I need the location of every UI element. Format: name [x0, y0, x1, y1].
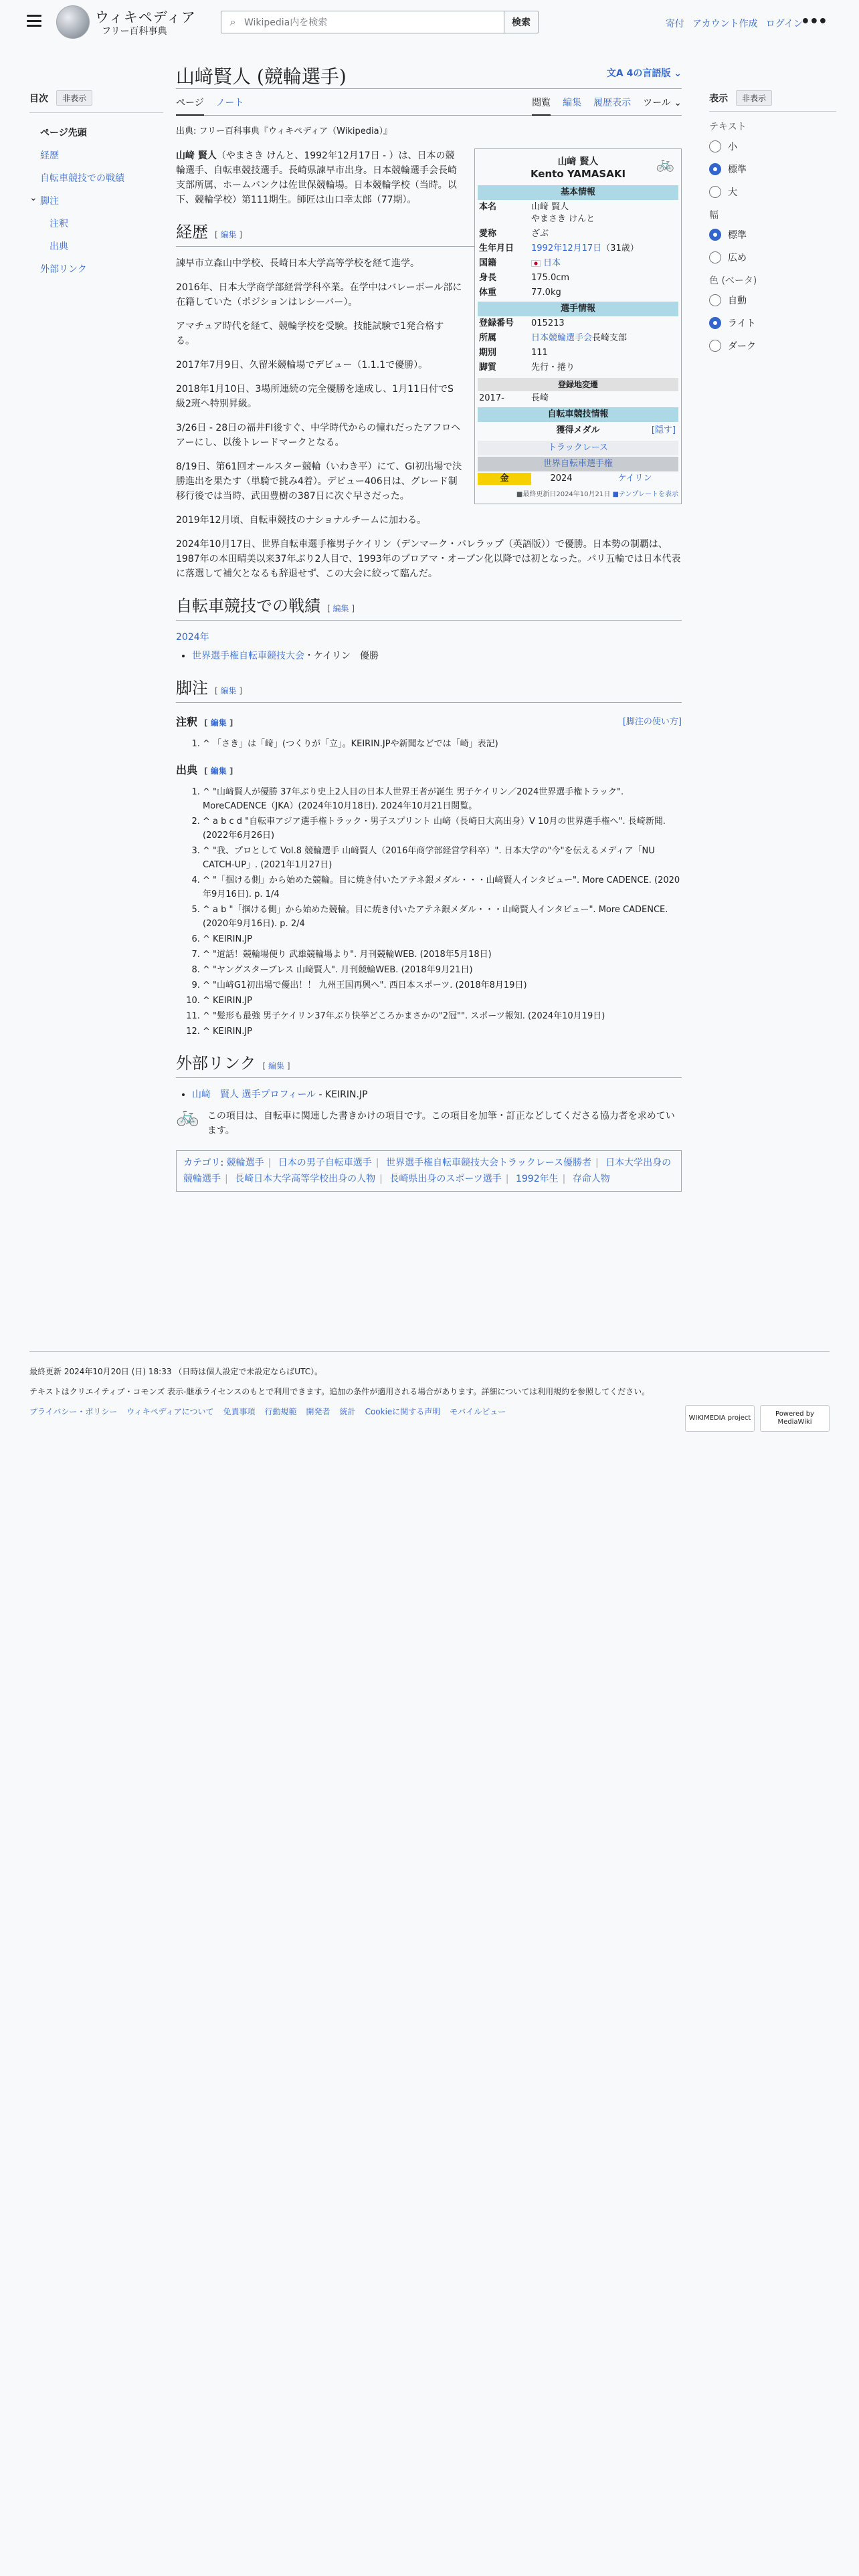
- intro-bold-name: 山﨑 賢人: [176, 150, 217, 161]
- value-affiliation: 長崎支部: [592, 333, 628, 343]
- category-box: カテゴリ: 競輪選手 | 日本の男子自転車選手 | 世界選手権自転車競技大会トラックレース優勝者 | 日本大学出身の競輪選手 | 長崎日本大学高等学校出身の人物 | 長崎県出身のスポーツ選手 | 1992年生 | 存命人物: [176, 1150, 682, 1192]
- reference-item[interactable]: 9. ^ "山﨑G1初出場で優出！！ 九州王国再興へ". 西日本スポーツ. (2018年8月19日): [203, 978, 682, 992]
- radio-width-wide[interactable]: [709, 251, 836, 264]
- article-body: [176, 148, 682, 1192]
- value-name-reading: やまさき けんと: [531, 214, 595, 224]
- page-title: 山﨑賢人 (競輪選手): [176, 66, 347, 88]
- login-link[interactable]: ログイン: [765, 19, 803, 29]
- category-link[interactable]: 日本の男子自転車選手: [278, 1158, 372, 1168]
- career-p2: 2016年、日本大学商学部経営学科卒業。在学中はバレーボール部に在籍していた（ポジションはレシーバー）。: [176, 282, 462, 308]
- results-list: [176, 649, 682, 663]
- career-p9: 2024年10月17日、世界自転車選手権男子ケイリン（デンマーク・バレラップ（英語版））で優勝。日本勢の制覇は、1987年の本田晴美以来37年ぶり2人目で、1993年のプロアマ・オープン化以降では初となった。パリ五輪では日本代表に落選して補欠となるも辞退せず、この大会に絞って臨んだ。: [176, 539, 681, 579]
- value-affiliation-link[interactable]: 日本競輪選手会: [531, 333, 593, 343]
- value-real-name: 山﨑 賢人: [531, 202, 569, 212]
- infobox-section-basic: 基本情報: [478, 185, 678, 200]
- label-birthdate: 生年月日: [479, 243, 514, 253]
- page-footer: [29, 1351, 830, 1426]
- radio-label: 小: [728, 142, 737, 152]
- footer-link-privacy[interactable]: プライバシー・ポリシー: [29, 1407, 118, 1416]
- career-p5: 2018年1月10日、3場所連続の完全優勝を達成し、1月11日付でS級2班へ特別昇級。: [176, 384, 454, 409]
- infobox: [474, 148, 682, 504]
- value-registration: 015213: [531, 318, 565, 328]
- tab-tools-label: ツール: [643, 98, 671, 108]
- value-age: （31歳）: [601, 243, 639, 253]
- toc-item-annotations[interactable]: 注釈: [50, 219, 68, 229]
- tab-read[interactable]: 閲覧: [532, 96, 551, 116]
- footer-link-about[interactable]: ウィキペディアについて: [126, 1407, 214, 1416]
- infobox-last-updated: ■最終更新日2024年10月21日: [516, 491, 611, 498]
- edit-external-link[interactable]: 編集: [268, 1061, 285, 1071]
- career-p3: アマチュア時代を経て、競輪学校を受験。技能試験で1発合格する。: [176, 321, 444, 346]
- reference-item[interactable]: 6. ^ KEIRIN.JP: [203, 932, 682, 946]
- radio-width-standard[interactable]: [709, 228, 836, 241]
- reference-item[interactable]: 12. ^ KEIRIN.JP: [203, 1025, 682, 1039]
- registration-history-header: 登録地変遷: [478, 378, 678, 391]
- radio-label: 標準: [728, 230, 747, 241]
- appearance-title: 表示: [709, 93, 728, 104]
- label-real-name: 本名: [479, 202, 497, 212]
- medals-title: 獲得メダル: [556, 425, 600, 435]
- wikimedia-badge[interactable]: WIKIMEDIA project: [685, 1405, 755, 1432]
- value-weight: 77.0kg: [531, 288, 561, 298]
- chevron-down-icon[interactable]: ⌄: [29, 193, 37, 203]
- footer-link-developers[interactable]: 開発者: [306, 1407, 330, 1416]
- radio-text-large[interactable]: [709, 185, 836, 199]
- wikipedia-logo-icon[interactable]: [56, 5, 90, 39]
- external-links-list: [176, 1087, 682, 1102]
- radio-text-standard[interactable]: [709, 163, 836, 176]
- value-height: 175.0cm: [531, 273, 570, 283]
- main-menu-icon[interactable]: [27, 15, 41, 27]
- toc-item-career[interactable]: 経歴: [40, 150, 59, 161]
- value-term: 111: [531, 348, 548, 358]
- heading-annotations: 注釈 [ 編集 ] [脚注の使い方]: [176, 716, 682, 728]
- references-list: [176, 785, 682, 1039]
- table-of-contents: [29, 90, 163, 280]
- intro-text: （やまさき けんと、1992年12月17日 - ）は、日本の競輪選手、自転車競技選手。長崎県諫早市出身。日本競輪選手会長崎支部所属、ホームバンクは佐世保競輪場。日本競輪学校（当時。以下、競輪学校）第111期生。師匠は山口幸太郎（77期）。: [176, 150, 457, 205]
- label-nationality: 国籍: [479, 258, 497, 268]
- footnote-usage-link[interactable]: [脚注の使い方]: [622, 717, 682, 727]
- annotation-item: 1. ^ 「さき」は「﨑」(つくりが「立」。KEIRIN.JPや新聞などでは「崎」表記): [203, 737, 682, 751]
- toc-item-top[interactable]: ページ先頭: [40, 128, 87, 138]
- toc-item-label: 脚注: [40, 196, 59, 207]
- category-link[interactable]: 1992年生: [515, 1174, 559, 1184]
- mediawiki-badge[interactable]: Powered by MediaWiki: [760, 1405, 830, 1432]
- site-header: [0, 0, 859, 47]
- heading-results: 自転車競技での戦績 [ 編集 ]: [176, 599, 682, 621]
- medal-row: [478, 473, 678, 485]
- last-updated: 最終更新 2024年10月20日 (日) 18:33 （日時は個人設定で未設定ならばUTC）。: [29, 1367, 323, 1376]
- infobox-title: [478, 152, 678, 184]
- label-term: 期別: [479, 348, 497, 358]
- more-options-icon[interactable]: •••: [800, 13, 827, 30]
- category-link[interactable]: 長崎日本大学高等学校出身の人物: [235, 1174, 376, 1184]
- footer-link-cookies[interactable]: Cookieに関する声明: [365, 1407, 441, 1416]
- tab-talk[interactable]: ノート: [215, 98, 244, 108]
- license-text: テキストはクリエイティブ・コモンズ 表示-継承ライセンスのもとで利用できます。追加の条件が適用される場合があります。詳細については利用規約を参照してください。: [29, 1387, 650, 1396]
- radio-text-small[interactable]: [709, 140, 836, 153]
- search-input[interactable]: Wikipedia内を検索: [244, 17, 328, 28]
- reference-item[interactable]: 8. ^ "ヤングスターブレス 山﨑賢人". 月刊競輪WEB. (2018年9月21日): [203, 963, 682, 977]
- reference-item[interactable]: 5. ^ a b "「掴ける側」から始めた競輪。目に焼き付いたアテネ銀メダル・・・山﨑賢人インタビュー". More CADENCE. (2020年9月16日). p. 2/4: [203, 903, 682, 931]
- heading-annotations-label: 注釈: [176, 716, 198, 728]
- footer-link-conduct[interactable]: 行動規範: [264, 1407, 297, 1416]
- gold-medal: 金: [478, 473, 531, 485]
- create-account-link[interactable]: アカウント作成: [692, 19, 758, 29]
- career-p6: 3/26日 - 28日の福井FI後すぐ、中学時代からの憧れだったアフロヘアーにし、以後トレードマークとなる。: [176, 423, 461, 448]
- label-weight: 体重: [479, 288, 497, 298]
- label-style: 脚質: [479, 362, 497, 372]
- color-label: 色 (ベータ): [709, 276, 757, 286]
- width-label: 幅: [709, 210, 719, 221]
- edit-notes-link[interactable]: 編集: [220, 686, 237, 695]
- reference-item[interactable]: 2. ^ a b c d "自転車アジア選手権トラック・男子スプリント 山﨑（長崎日大高出身）V 10月の世界選手権へ". 長崎新聞. (2022年6月26日): [203, 815, 682, 843]
- search-box[interactable]: [221, 11, 505, 33]
- medals-toggle[interactable]: [隠す]: [651, 425, 676, 435]
- radio-label: 大: [728, 187, 737, 198]
- language-button[interactable]: 文A 4の言語版 ⌄: [606, 68, 682, 79]
- toc-item-external-links[interactable]: 外部リンク: [40, 264, 87, 275]
- career-p7: 8/19日、第61回オールスター競輪（いわき平）にて、GI初出場で決勝進出を果たす（単騎で挑み4着）。デビュー406日は、グレード制移行後では当時、武田豊樹の387日に次ぐ早さだった。: [176, 461, 462, 502]
- main-content: [176, 57, 682, 1192]
- toc-item-sources[interactable]: 出典: [50, 241, 68, 252]
- edit-sources-link[interactable]: 編集: [210, 766, 227, 776]
- heading-external-label: 外部リンク: [176, 1054, 256, 1073]
- category-link[interactable]: 世界選手権自転車競技大会トラックレース優勝者: [385, 1158, 591, 1168]
- history-place: 長崎: [531, 393, 549, 403]
- stub-text: この項目は、自転車に関連した書きかけの項目です。この項目を加筆・訂正などしてくださる協力者を求めています。: [207, 1111, 675, 1136]
- page-tabs: [176, 89, 682, 116]
- reference-item[interactable]: 11. ^ "髪形も最強 男子ケイリン37年ぶり快挙どころかまさかの"2冠"". スポーツ報知. (2024年10月19日): [203, 1009, 682, 1023]
- infobox-name-ja: 山﨑 賢人: [557, 156, 599, 167]
- infobox-section-player: 選手情報: [478, 302, 678, 316]
- heading-notes: 脚注 [ 編集 ]: [176, 681, 682, 703]
- radio-color-light[interactable]: [709, 316, 836, 330]
- radio-color-dark[interactable]: [709, 339, 836, 352]
- radio-label: 広め: [728, 253, 747, 263]
- value-nickname: ざぶ: [531, 229, 549, 239]
- annotations-list: [176, 737, 682, 751]
- infobox-name-en: Kento YAMASAKI: [530, 168, 626, 180]
- reference-item[interactable]: 1. ^ "山﨑賢人が優勝 37年ぶり史上2人目の日本人世界王者が誕生 男子ケイリン／2024世界選手権トラック". MoreCADENCE（JKA）(2024年10月18日). 2024年10月21日閲覧。: [203, 785, 682, 813]
- toc-hide-button[interactable]: 非表示: [56, 90, 92, 106]
- reference-item[interactable]: 10. ^ KEIRIN.JP: [203, 994, 682, 1008]
- heading-career-label: 経歴: [176, 223, 208, 241]
- medal-competition[interactable]: 世界自転車選手権: [478, 457, 678, 471]
- category-link[interactable]: 競輪選手: [226, 1158, 264, 1168]
- reference-item[interactable]: 7. ^ "道話！競輪場便り 武雄競輪場より". 月刊競輪WEB. (2018年5月18日): [203, 948, 682, 962]
- heading-results-label: 自転車競技での戦績: [176, 597, 320, 615]
- heading-career: 経歴 [ 編集 ]: [176, 225, 682, 247]
- category-link[interactable]: 存命人物: [572, 1174, 610, 1184]
- heading-external-links: 外部リンク [ 編集 ]: [176, 1056, 682, 1078]
- stub-notice: [176, 1105, 682, 1138]
- value-style: 先行・捲り: [531, 362, 575, 372]
- user-links: [666, 17, 803, 30]
- label-registration: 登録番号: [479, 318, 514, 328]
- reference-item[interactable]: 4. ^ "「掴ける側」から始めた競輪。目に焼き付いたアテネ銀メダル・・・山﨑賢人インタビュー". More CADENCE. (2020年9月16日). p. 1/4: [203, 873, 682, 901]
- edit-career-link[interactable]: 編集: [220, 230, 237, 239]
- radio-color-auto[interactable]: [709, 294, 836, 307]
- label-affiliation: 所属: [479, 333, 497, 343]
- external-profile-link[interactable]: 山﨑 賢人 選手プロフィール: [192, 1089, 316, 1100]
- edit-results-link[interactable]: 編集: [332, 604, 349, 613]
- value-birthdate[interactable]: 1992年12月17日: [531, 243, 602, 253]
- search-button[interactable]: 検索: [504, 11, 539, 33]
- list-item: [192, 1087, 682, 1102]
- radio-label: 自動: [728, 296, 747, 306]
- language-button-label: 4の言語版: [626, 68, 671, 79]
- template-link[interactable]: ■テンプレートを表示: [612, 491, 678, 498]
- reference-item[interactable]: 3. ^ "我、プロとして Vol.8 競輪選手 山﨑賢人（2016年商学部経営学科卒）". 日本大学の"今"を伝えるメディア「NU CATCH-UP」. (2021年1月27日): [203, 844, 682, 872]
- toc-item-notes[interactable]: [29, 189, 163, 212]
- category-label[interactable]: カテゴリ: [183, 1158, 221, 1168]
- tab-history[interactable]: 履歴表示: [593, 98, 632, 108]
- category-link[interactable]: 長崎県出身のスポーツ選手: [389, 1174, 502, 1184]
- results-item-link[interactable]: 世界選手権自転車競技大会: [192, 651, 304, 661]
- footer-link-disclaimer[interactable]: 免責事項: [223, 1407, 256, 1416]
- medal-year: 2024: [550, 473, 573, 484]
- medal-category[interactable]: トラックレース: [478, 441, 678, 455]
- results-year[interactable]: 2024年: [176, 632, 209, 643]
- career-p4: 2017年7月9日、久留米競輪場でデビュー（1.1.1で優勝）。: [176, 360, 428, 370]
- medal-event[interactable]: ケイリン: [617, 473, 652, 484]
- label-nickname: 愛称: [479, 229, 497, 239]
- category-link[interactable]: 日本大学出身の競輪選手: [183, 1158, 672, 1184]
- toc-item-results[interactable]: 自転車競技での戦績: [40, 173, 124, 184]
- text-size-label: テキスト: [709, 122, 747, 132]
- bicycle-icon: 🚲: [656, 156, 674, 173]
- history-years: 2017-: [479, 393, 504, 403]
- label-height: 身長: [479, 273, 497, 283]
- appearance-panel: [709, 90, 836, 362]
- heading-sources: 出典 [ 編集 ]: [176, 764, 233, 776]
- appearance-hide-button[interactable]: 非表示: [736, 90, 772, 106]
- logo-title[interactable]: ウィキペディア: [95, 9, 197, 25]
- career-p8: 2019年12月頃、自転車競技のナショナルチームに加わる。: [176, 515, 427, 526]
- footer-link-mobile[interactable]: モバイルビュー: [450, 1407, 506, 1416]
- footer-link-stats[interactable]: 統計: [339, 1407, 356, 1416]
- source-line: 出典: フリー百科事典『ウィキペディア（Wikipedia）』: [176, 126, 393, 136]
- search-icon: ⌕: [229, 15, 236, 28]
- external-profile-suffix: - KEIRIN.JP: [316, 1089, 368, 1100]
- tab-page[interactable]: ページ: [176, 96, 204, 116]
- career-p1: 諫早市立森山中学校、長崎日本大学高等学校を経て進学。: [176, 258, 419, 269]
- donate-link[interactable]: 寄付: [665, 19, 684, 29]
- bicycle-icon: 🚲: [176, 1105, 199, 1127]
- heading-notes-label: 脚注: [176, 679, 208, 697]
- japan-flag-icon: [531, 260, 541, 267]
- list-item: [192, 649, 682, 663]
- infobox-section-cycling: 自転車競技情報: [478, 407, 678, 422]
- radio-label: ライト: [728, 318, 756, 329]
- radio-label: ダーク: [728, 341, 756, 352]
- edit-annotations-link[interactable]: 編集: [210, 718, 227, 728]
- results-item-text: ・ケイリン 優勝: [304, 651, 379, 661]
- radio-label: 標準: [728, 165, 747, 175]
- tab-edit[interactable]: 編集: [563, 98, 582, 108]
- heading-sources-label: 出典: [176, 764, 198, 776]
- toc-title: 目次: [29, 93, 48, 104]
- value-nationality[interactable]: 日本: [543, 258, 561, 268]
- logo-subtitle: フリー百科事典: [102, 26, 167, 37]
- tab-tools[interactable]: ツール ⌄: [643, 98, 682, 108]
